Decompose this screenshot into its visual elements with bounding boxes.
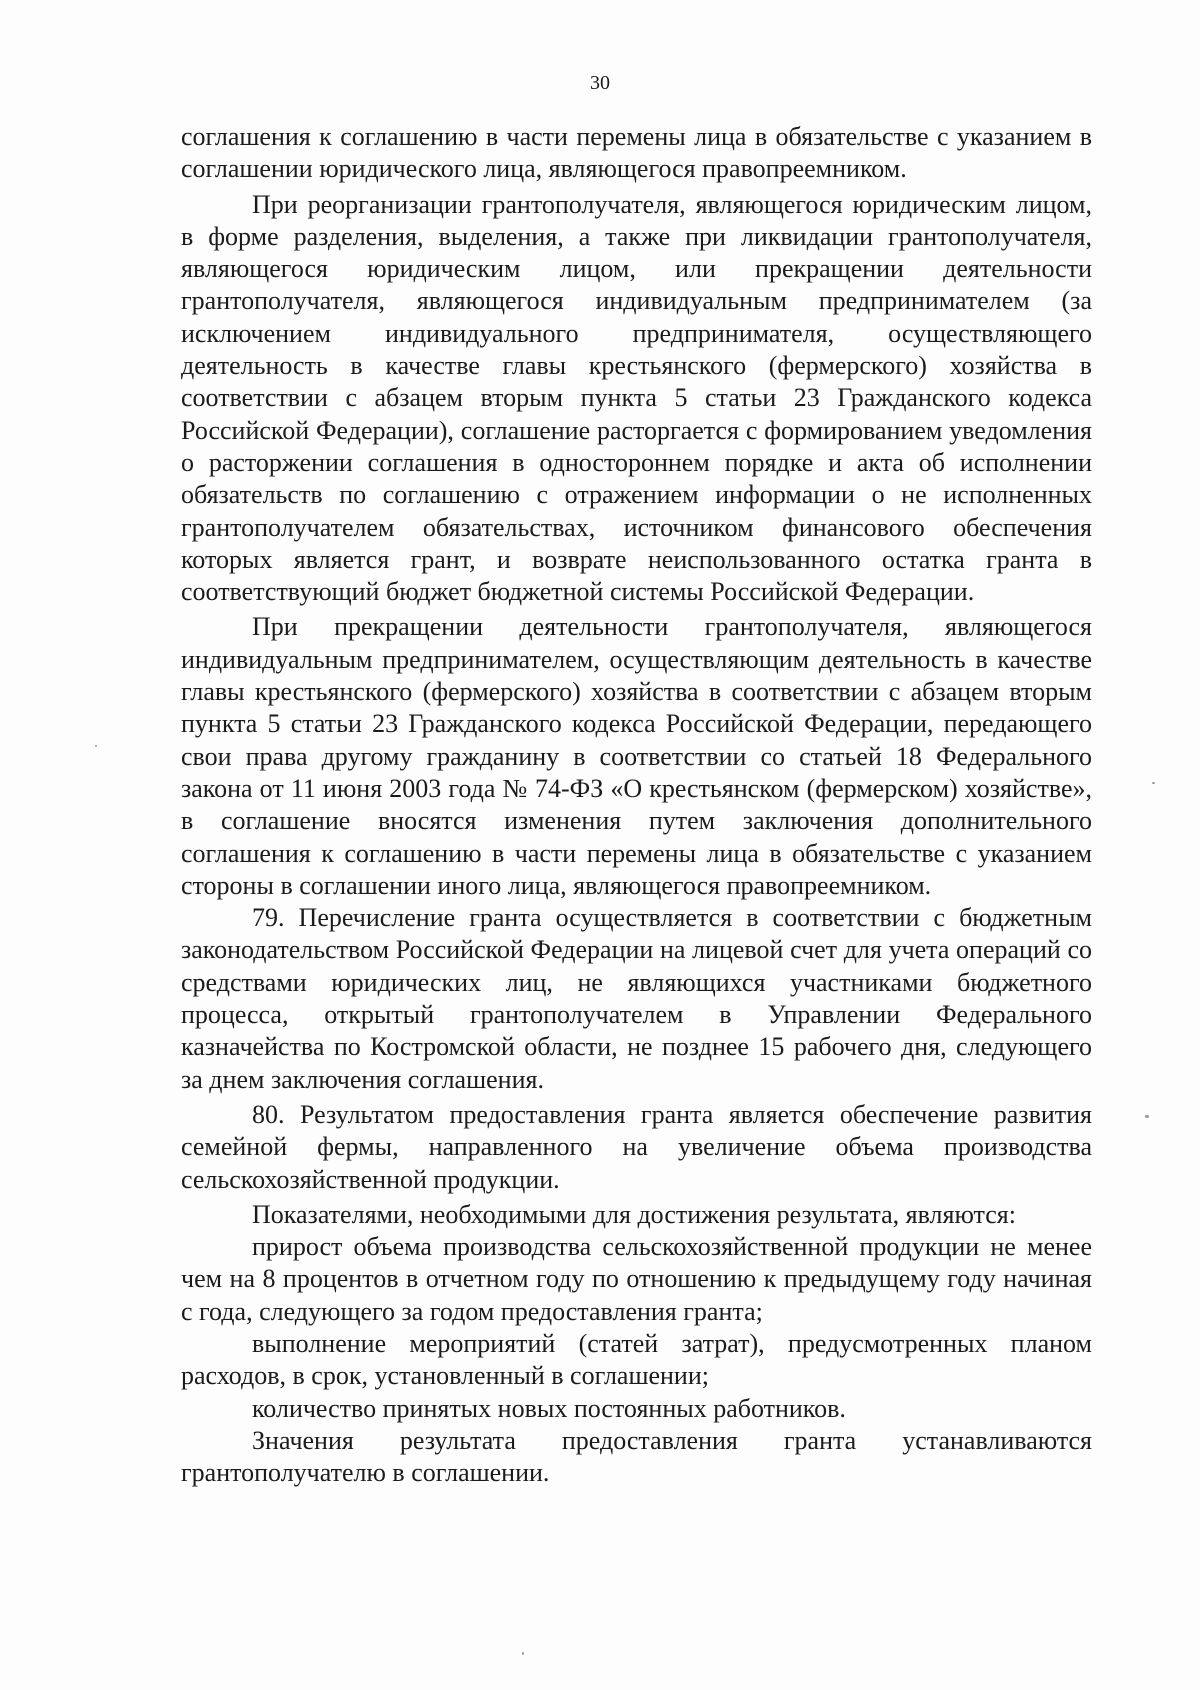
paragraph-indicator-activities: выполнение мероприятий (статей затрат), предусмотренных планом расходов, в срок, установленный в соглашении;: [181, 1328, 1092, 1391]
paragraph-reorganization: При реорганизации грантополучателя, являющегося юридическим лицом, в форме разделения, выделения, а также при ликвидации грантополучателя, являющегося юридическим лицом, или прекращении деятельности грантополучателя, являющегося индивидуальным предпринимателем (за исключением индивидуального предпринимателя, осуществляющего деятельность в качестве главы крестьянского (фермерского) хозяйства в соответствии с абзацем вторым пункта 5 статьи 23 Гражданского кодекса Российской Федерации), соглашение расторгается с формированием уведомления о расторжении соглашения в одностороннем порядке и акта об исполнении обязательств по соглашению с отражением информации о не исполненных грантополучателем обязательствах, источником финансового обеспечения которых является грант, и возврате неиспользованного остатка гранта в соответствующий бюджет бюджетной системы Российской Федерации.: [181, 189, 1092, 607]
scan-speck: [1152, 782, 1155, 784]
paragraph-clause-79: 79. Перечисление гранта осуществляется в соответствии с бюджетным законодательством Российской Федерации на лицевой счет для учета операций со средствами юридических лиц, не являющихся участниками бюджетного процесса, открытый грантополучателем в Управлении Федерального казначейства по Костромской области, не позднее 15 рабочего дня, следующего за днем заключения соглашения.: [181, 903, 1092, 1094]
paragraph-indicator-production-growth: прирост объема производства сельскохозяйственной продукции не менее чем на 8 процентов в отчетном году по отношению к предыдущему году начиная с года, следующего за годом предоставления гранта;: [181, 1232, 1092, 1326]
paragraph-clause-80: 80. Результатом предоставления гранта является обеспечение развития семейной фермы, направленного на увеличение объема производства сельскохозяйственной продукции.: [181, 1099, 1092, 1194]
paragraph-termination-farm-head: При прекращении деятельности грантополучателя, являющегося индивидуальным предпринимателем, осуществляющим деятельность в качестве главы крестьянского (фермерского) хозяйства в соответствии с абзацем вторым пункта 5 статьи 23 Гражданского кодекса Российской Федерации, передающего свои права другому гражданину в соответствии со статьей 18 Федерального закона от 11 июня 2003 года № 74-ФЗ «О крестьянском (фермерском) хозяйстве», в соглашение вносятся изменения путем заключения дополнительного соглашения к соглашению в части перемены лица в обязательстве с указанием стороны в соглашении иного лица, являющегося правопреемником.: [181, 612, 1092, 900]
document-body: [181, 121, 1092, 1489]
page-number: 30: [590, 72, 610, 94]
paragraph-continuation: соглашения к соглашению в части перемены лица в обязательстве с указанием в соглашении юридического лица, являющегося правопреемником.: [181, 122, 1092, 184]
scan-speck: [522, 1652, 524, 1655]
paragraph-indicators-intro: Показателями, необходимыми для достижения результата, являются:: [252, 1199, 1016, 1229]
scan-speck: [95, 745, 97, 747]
paragraph-result-values: Значения результата предоставления гранта устанавливаются грантополучателю в соглашении.: [181, 1425, 1092, 1488]
scan-speck: [1145, 1115, 1149, 1118]
paragraph-indicator-new-workers: количество принятых новых постоянных работников.: [252, 1393, 846, 1423]
